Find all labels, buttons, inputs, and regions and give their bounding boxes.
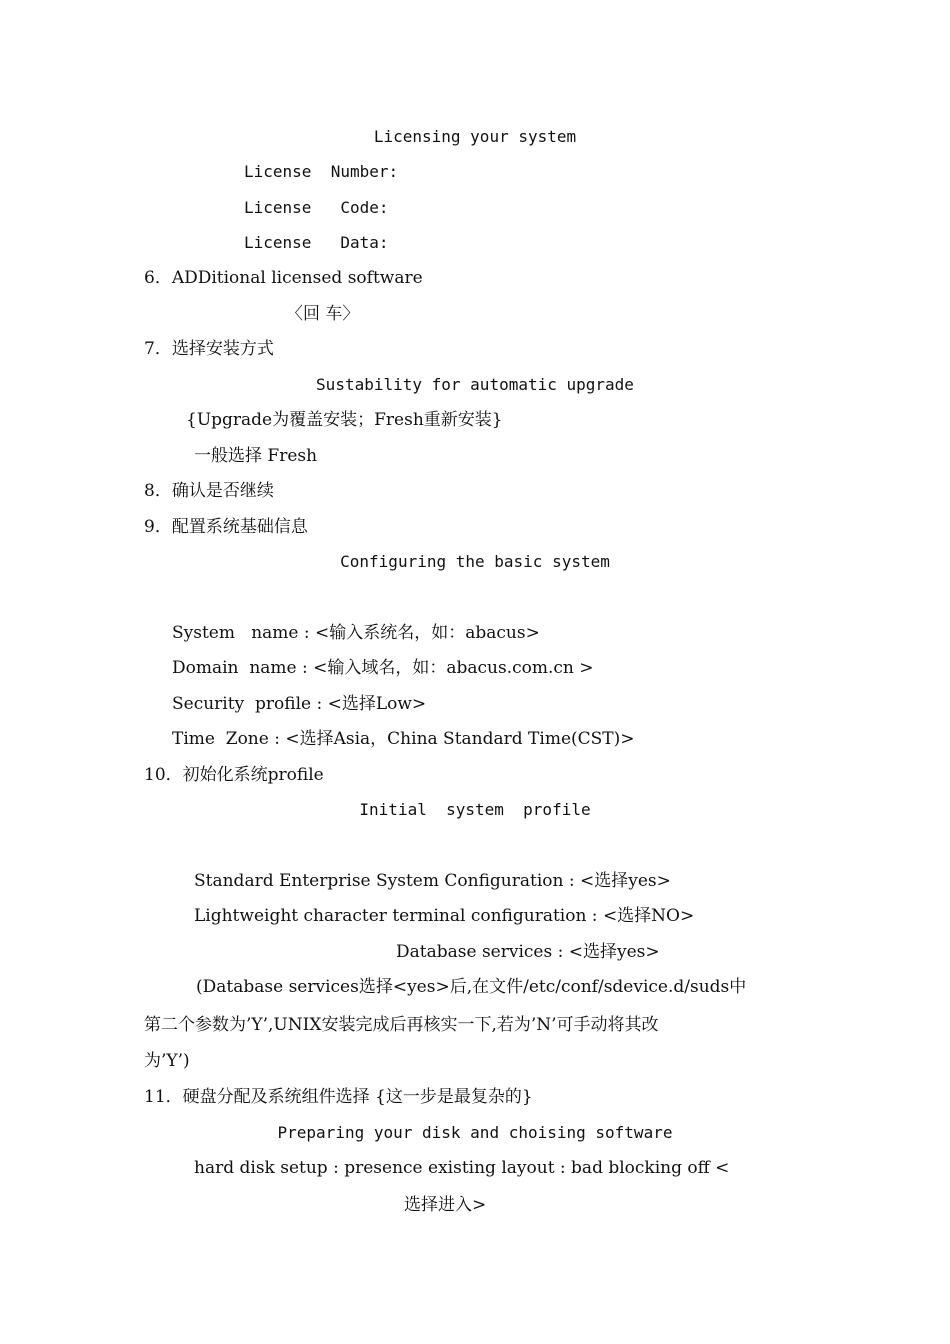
step11-title: Preparing your disk and choising software: [277, 1123, 673, 1142]
domain-name-line: Domain name : <输入域名，如：abacus.com.cn >: [172, 658, 594, 678]
step10-note-line3: 为’Y’): [144, 1051, 190, 1071]
step10-heading: 10．初始化系统profile: [144, 765, 324, 785]
license-data-label: License Data:: [244, 233, 389, 252]
lightweight-config-line: Lightweight character terminal configuration : <选择NO>: [194, 906, 695, 926]
disk-setup-line1: hard disk setup : presence existing layout : bad blocking off <: [194, 1158, 730, 1178]
licensing-title: Licensing your system: [373, 127, 577, 146]
license-code-label: License Code:: [244, 198, 389, 217]
license-number-label: License Number:: [244, 162, 399, 181]
step10-note-line1: (Database services选择<yes>后,在文件/etc/conf/sdevice.d/suds中: [196, 977, 747, 997]
step6-enter-key: 〈回 车〉: [286, 304, 360, 324]
step6-heading: 6．ADDitional licensed software: [144, 268, 423, 288]
step11-heading: 11．硬盘分配及系统组件选择 {这一步是最复杂的}: [144, 1087, 533, 1107]
step7-note: {Upgrade为覆盖安装；Fresh重新安装}: [186, 410, 503, 430]
database-services-line: Database services : <选择yes>: [396, 942, 660, 962]
step7-heading: 7．选择安装方式: [144, 339, 274, 359]
step9-title: Configuring the basic system: [340, 552, 610, 571]
step7-title: Sustability for automatic upgrade: [316, 375, 634, 394]
step10-note-line2: 第二个参数为’Y’,UNIX安装完成后再核实一下,若为’N’可手动将其改: [144, 1015, 659, 1035]
step8-heading: 8．确认是否继续: [144, 481, 274, 501]
time-zone-line: Time Zone : <选择Asia，China Standard Time(CST)>: [172, 729, 635, 749]
step10-title: Initial system profile: [359, 800, 591, 819]
step9-heading: 9．配置系统基础信息: [144, 517, 308, 537]
standard-config-line: Standard Enterprise System Configuration : <选择yes>: [194, 871, 671, 891]
security-profile-line: Security profile : <选择Low>: [172, 694, 427, 714]
step7-choice: 一般选择 Fresh: [194, 446, 318, 466]
system-name-line: System name : <输入系统名，如：abacus>: [172, 623, 540, 643]
disk-setup-line2: 选择进入>: [404, 1195, 487, 1215]
